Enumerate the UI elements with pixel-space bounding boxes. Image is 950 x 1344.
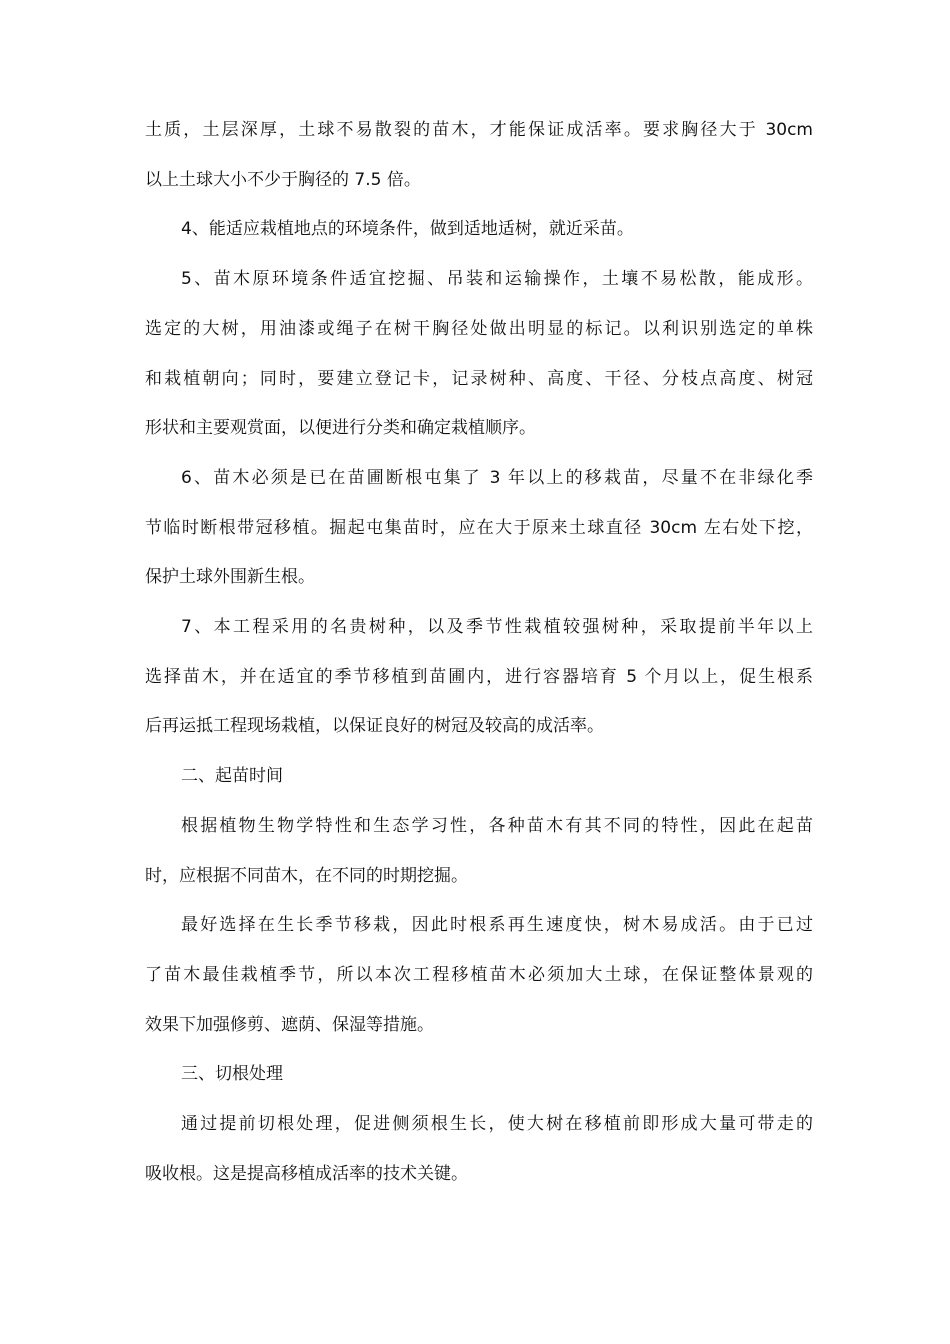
- text-line: 时，应根据不同苗木，在不同的时期挖掘。: [145, 865, 468, 886]
- text-line: 和栽植朝向；同时，要建立登记卡，记录树种、高度、干径、分枝点高度、树冠: [145, 368, 813, 389]
- paragraph: [145, 1050, 813, 1100]
- text-line: 根据植物生物学特性和生态学习性，各种苗木有其不同的特性，因此在起苗: [181, 815, 813, 836]
- paragraph: [145, 1100, 813, 1199]
- text-line: 保护土球外围新生根。: [145, 567, 315, 588]
- text-line: 7、本工程采用的名贵树种，以及季节性栽植较强树种，采取提前半年以上: [181, 617, 813, 638]
- text-line: 了苗木最佳栽植季节，所以本次工程移植苗木必须加大土球，在保证整体景观的: [145, 964, 813, 985]
- text-line: 效果下加强修剪、遮荫、保湿等措施。: [145, 1014, 434, 1035]
- paragraph: [145, 106, 813, 205]
- text-line: 4、能适应栽植地点的环境条件，做到适地适树，就近采苗。: [181, 219, 634, 240]
- paragraph: [145, 901, 813, 1050]
- text-line: 最好选择在生长季节移栽，因此时根系再生速度快，树木易成活。由于已过: [181, 915, 813, 936]
- text-line: 吸收根。这是提高移植成活率的技术关键。: [145, 1163, 468, 1184]
- document-body: [145, 106, 813, 1199]
- text-line: 通过提前切根处理，促进侧须根生长，使大树在移植前即形成大量可带走的: [181, 1114, 813, 1135]
- paragraph: [145, 603, 813, 752]
- text-line: 以上土球大小不少于胸径的 7.5 倍。: [145, 169, 421, 190]
- paragraph: [145, 255, 813, 454]
- text-line: 节临时断根带冠移植。掘起屯集苗时，应在大于原来土球直径 30cm 左右处下挖，: [145, 517, 813, 538]
- paragraph: [145, 205, 813, 255]
- text-line: 二、起苗时间: [181, 766, 283, 787]
- text-line: 选定的大树，用油漆或绳子在树干胸径处做出明显的标记。以利识别选定的单株: [145, 318, 813, 339]
- text-line: 5、苗木原环境条件适宜挖掘、吊装和运输操作，土壤不易松散，能成形。: [181, 269, 813, 290]
- text-line: 后再运抵工程现场栽植，以保证良好的树冠及较高的成活率。: [145, 716, 604, 737]
- paragraph: [145, 802, 813, 901]
- text-line: 6、苗木必须是已在苗圃断根屯集了 3 年以上的移栽苗，尽量不在非绿化季: [181, 467, 813, 488]
- paragraph: [145, 454, 813, 603]
- text-line: 土质，土层深厚，土球不易散裂的苗木，才能保证成活率。要求胸径大于 30cm: [145, 120, 813, 140]
- text-line: 形状和主要观赏面，以便进行分类和确定栽植顺序。: [145, 418, 536, 439]
- paragraph: [145, 752, 813, 802]
- text-line: 三、切根处理: [181, 1064, 283, 1085]
- text-line: 选择苗木，并在适宜的季节移植到苗圃内，进行容器培育 5 个月以上，促生根系: [145, 666, 813, 687]
